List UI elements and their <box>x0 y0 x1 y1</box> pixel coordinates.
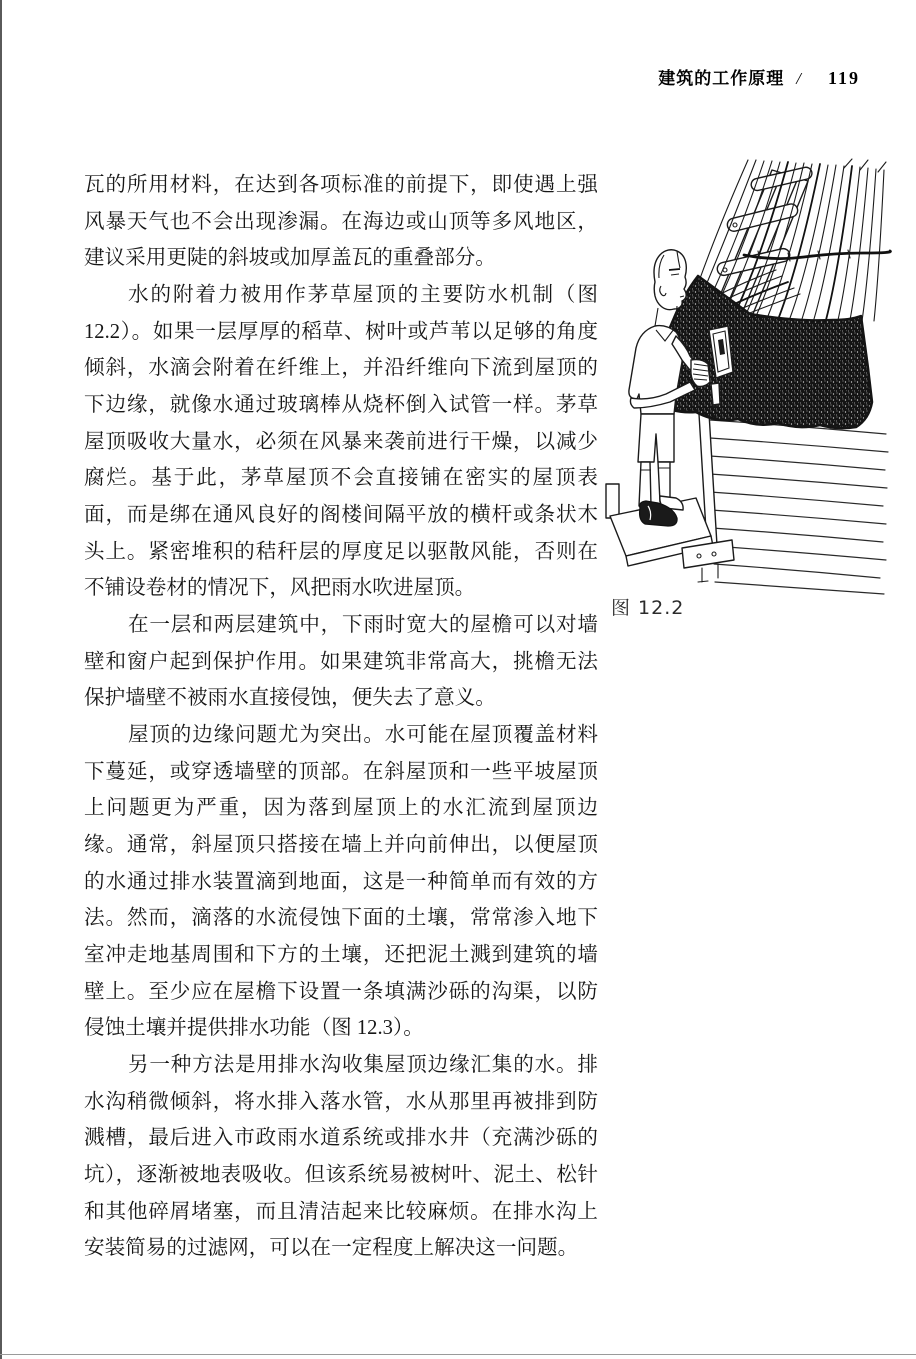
figure-illustration <box>598 158 898 606</box>
paragraph: 水的附着力被用作茅草屋顶的主要防水机制（图12.2）。如果一层厚厚的稻草、树叶或芦苇以足够的角度倾斜，水滴会附着在纤维上，并沿纤维向下流到屋顶的下边缘，就像水通过玻璃棒从烧杯倒入试管一样。茅草屋顶吸收大量水，必须在风暴来袭前进行干燥，以减少腐烂。基于此，茅草屋顶不会直接铺在密实的屋顶表面，而是绑在通风良好的阁楼间隔平放的横杆或条状木头上。紧密堆积的秸秆层的厚度足以驱散风能，否则在不铺设卷材的情况下，风把雨水吹进屋顶。 <box>84 284 598 600</box>
header-separator: / <box>796 69 802 88</box>
left-lower-leg <box>639 462 651 506</box>
scan-edge-left <box>0 0 2 1359</box>
shorts <box>638 414 674 462</box>
scan-edge-bottom <box>0 1354 916 1355</box>
paragraph: 屋顶的边缘问题尤为突出。水可能在屋顶覆盖材料下蔓延，或穿透墙壁的顶部。在斜屋顶和一些平坡屋顶上问题更为严重，因为落到屋顶上的水汇流到屋顶边缘。通常，斜屋顶只搭接在墙上并向前伸出，以便屋顶的水通过排水装置滴到地面，这是一种简单而有效的方法。然而，滴落的水流侵蚀下面的土壤，常常渗入地下室冲走地基周围和下方的土壤，还把泥土溅到建筑的墙壁上。至少应在屋檐下设置一条填满沙砾的沟渠，以防侵蚀土壤并提供排水功能（图 12.3）。 <box>84 724 598 1040</box>
running-header <box>658 64 860 89</box>
thatcher-man <box>629 250 696 526</box>
head <box>654 250 686 310</box>
body-text <box>84 167 598 1267</box>
gripping-hand <box>691 360 710 387</box>
figure-caption: 图 12.2 <box>611 597 685 619</box>
paragraph: 另一种方法是用排水沟收集屋顶边缘汇集的水。排水沟稍微倾斜，将水排入落水管，水从那里再被排到防溅槽，最后进入市政雨水道系统或排水井（充满沙砾的坑），逐渐被地表吸收。但该系统易被树叶、泥土、松针和其他碎屑堵塞，而且清洁起来比较麻烦。在排水沟上安装简易的过滤网，可以在一定程度上解决这一问题。 <box>84 1054 598 1260</box>
paragraph: 在一层和两层建筑中，下雨时宽大的屋檐可以对墙壁和窗户起到保护作用。如果建筑非常高大，挑檐无法保护墙壁不被雨水直接侵蚀，便失去了意义。 <box>84 614 598 710</box>
page-number: 119 <box>827 68 860 88</box>
paragraph: 瓦的所用材料，在达到各项标准的前提下，即使遇上强风暴天气也不会出现渗漏。在海边或山顶等多风地区，建议采用更陡的斜坡或加厚盖瓦的重叠部分。 <box>84 174 598 270</box>
book-title: 建筑的工作原理 <box>658 69 785 88</box>
clapboard-siding <box>710 420 888 594</box>
